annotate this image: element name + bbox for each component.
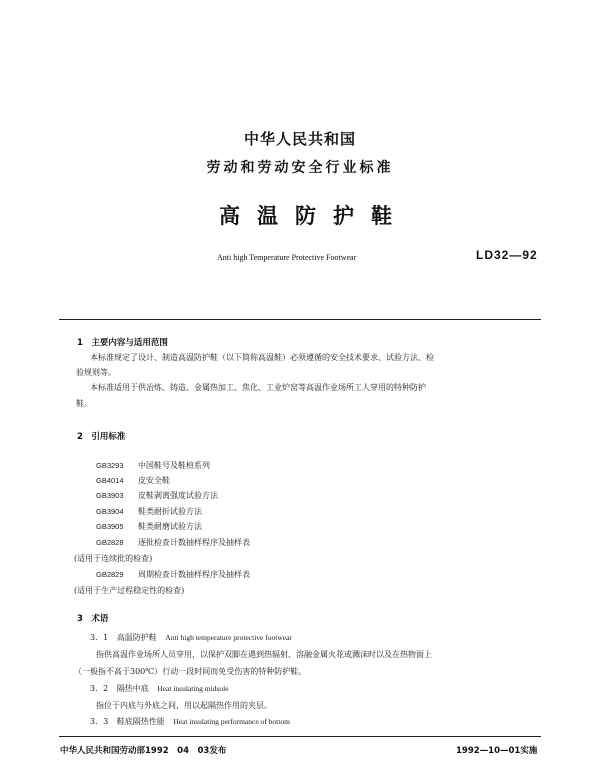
- standard-code: LD32—92: [476, 248, 538, 262]
- reference-row: [96, 521, 202, 532]
- term-english: Anti high temperature protective footwear: [165, 633, 292, 642]
- issuer-heading: 中华人民共和国: [243, 130, 356, 148]
- term-name: 鞋底隔热性能: [116, 717, 165, 726]
- reference-row: [96, 475, 170, 486]
- document-title: 高温防护鞋: [219, 204, 409, 228]
- reference-note: (适用于生产过程稳定性的检查): [74, 586, 185, 595]
- term-number: 3．3: [90, 717, 109, 726]
- term-3-1-definition-line2: （一般指不高于300℃）行动一段时间而免受伤害的特种防护鞋。: [74, 667, 307, 676]
- reference-row: [96, 506, 202, 517]
- section-2-heading: 2 引用标准: [77, 432, 126, 442]
- reference-code: GB3904: [96, 507, 124, 516]
- reference-title: 鞋类耐折试验方法: [138, 507, 202, 516]
- term-3-3: [90, 716, 290, 727]
- term-number: 3．1: [90, 633, 109, 642]
- section-1-para1-line1: 本标准规定了设计、制造高温防护鞋（以下简称高温鞋）必须遵循的安全技术要求、试验方法、检: [90, 353, 434, 362]
- reference-note: (适用于连续批的检查): [74, 554, 153, 563]
- section-1-para1-line2: 验规则等。: [76, 368, 116, 377]
- reference-code: GB3293: [96, 461, 124, 470]
- reference-title: 周期检查计数抽样程序及抽样表: [138, 570, 250, 579]
- reference-code: GB3905: [96, 522, 124, 531]
- section-1-para2-line2: 鞋。: [76, 399, 92, 408]
- reference-code: GB4014: [96, 476, 124, 485]
- term-english: Heat insulating midsole: [157, 684, 229, 693]
- term-name: 高温防护鞋: [116, 633, 157, 642]
- reference-row: [96, 490, 218, 501]
- term-3-1: [90, 632, 292, 643]
- reference-code: GB3903: [96, 491, 124, 500]
- effective-date: 1992—10—01实施: [456, 746, 538, 756]
- reference-row: [96, 460, 210, 471]
- reference-row: [96, 537, 250, 548]
- term-name: 隔热中底: [116, 684, 149, 693]
- term-3-2: [90, 683, 229, 694]
- reference-row: [96, 569, 250, 580]
- term-number: 3．2: [90, 684, 109, 693]
- issue-date: 中华人民共和国劳动部1992 04 03发布: [60, 746, 227, 756]
- reference-title: 皮安全鞋: [138, 476, 170, 485]
- reference-title: 皮鞋剥离强度试验方法: [138, 491, 218, 500]
- reference-title: 中国鞋号及鞋楦系列: [138, 461, 210, 470]
- reference-title: 逐批检查计数抽样程序及抽样表: [138, 538, 250, 547]
- english-title: Anti high Temperature Protective Footwear: [217, 253, 357, 262]
- header-divider: [59, 319, 541, 320]
- section-3-heading: 3 术语: [77, 614, 109, 624]
- reference-code: GB2828: [96, 538, 124, 547]
- standard-category: 劳动和劳动安全行业标准: [206, 160, 394, 176]
- footer-divider: [59, 736, 541, 737]
- reference-code: GB2829: [96, 570, 124, 579]
- term-english: Heat insulating performance of bottom: [173, 717, 290, 726]
- term-3-2-definition: 指位于内底与外底之间，用以起隔热作用的夹层。: [96, 701, 272, 710]
- term-3-1-definition-line1: 指供高温作业场所人员穿用，以保护双脚在遇到热辐射、溶融金属火花或溅沫时以及在热物面上: [96, 650, 432, 659]
- section-1-para2-line1: 本标准适用于供冶炼、铸造、金属热加工、焦化、工业炉窑等高温作业场所工人穿用的特种防护: [90, 383, 426, 392]
- reference-title: 鞋类耐磨试验方法: [138, 522, 202, 531]
- section-1-heading: 1 主要内容与适用范围: [77, 338, 168, 348]
